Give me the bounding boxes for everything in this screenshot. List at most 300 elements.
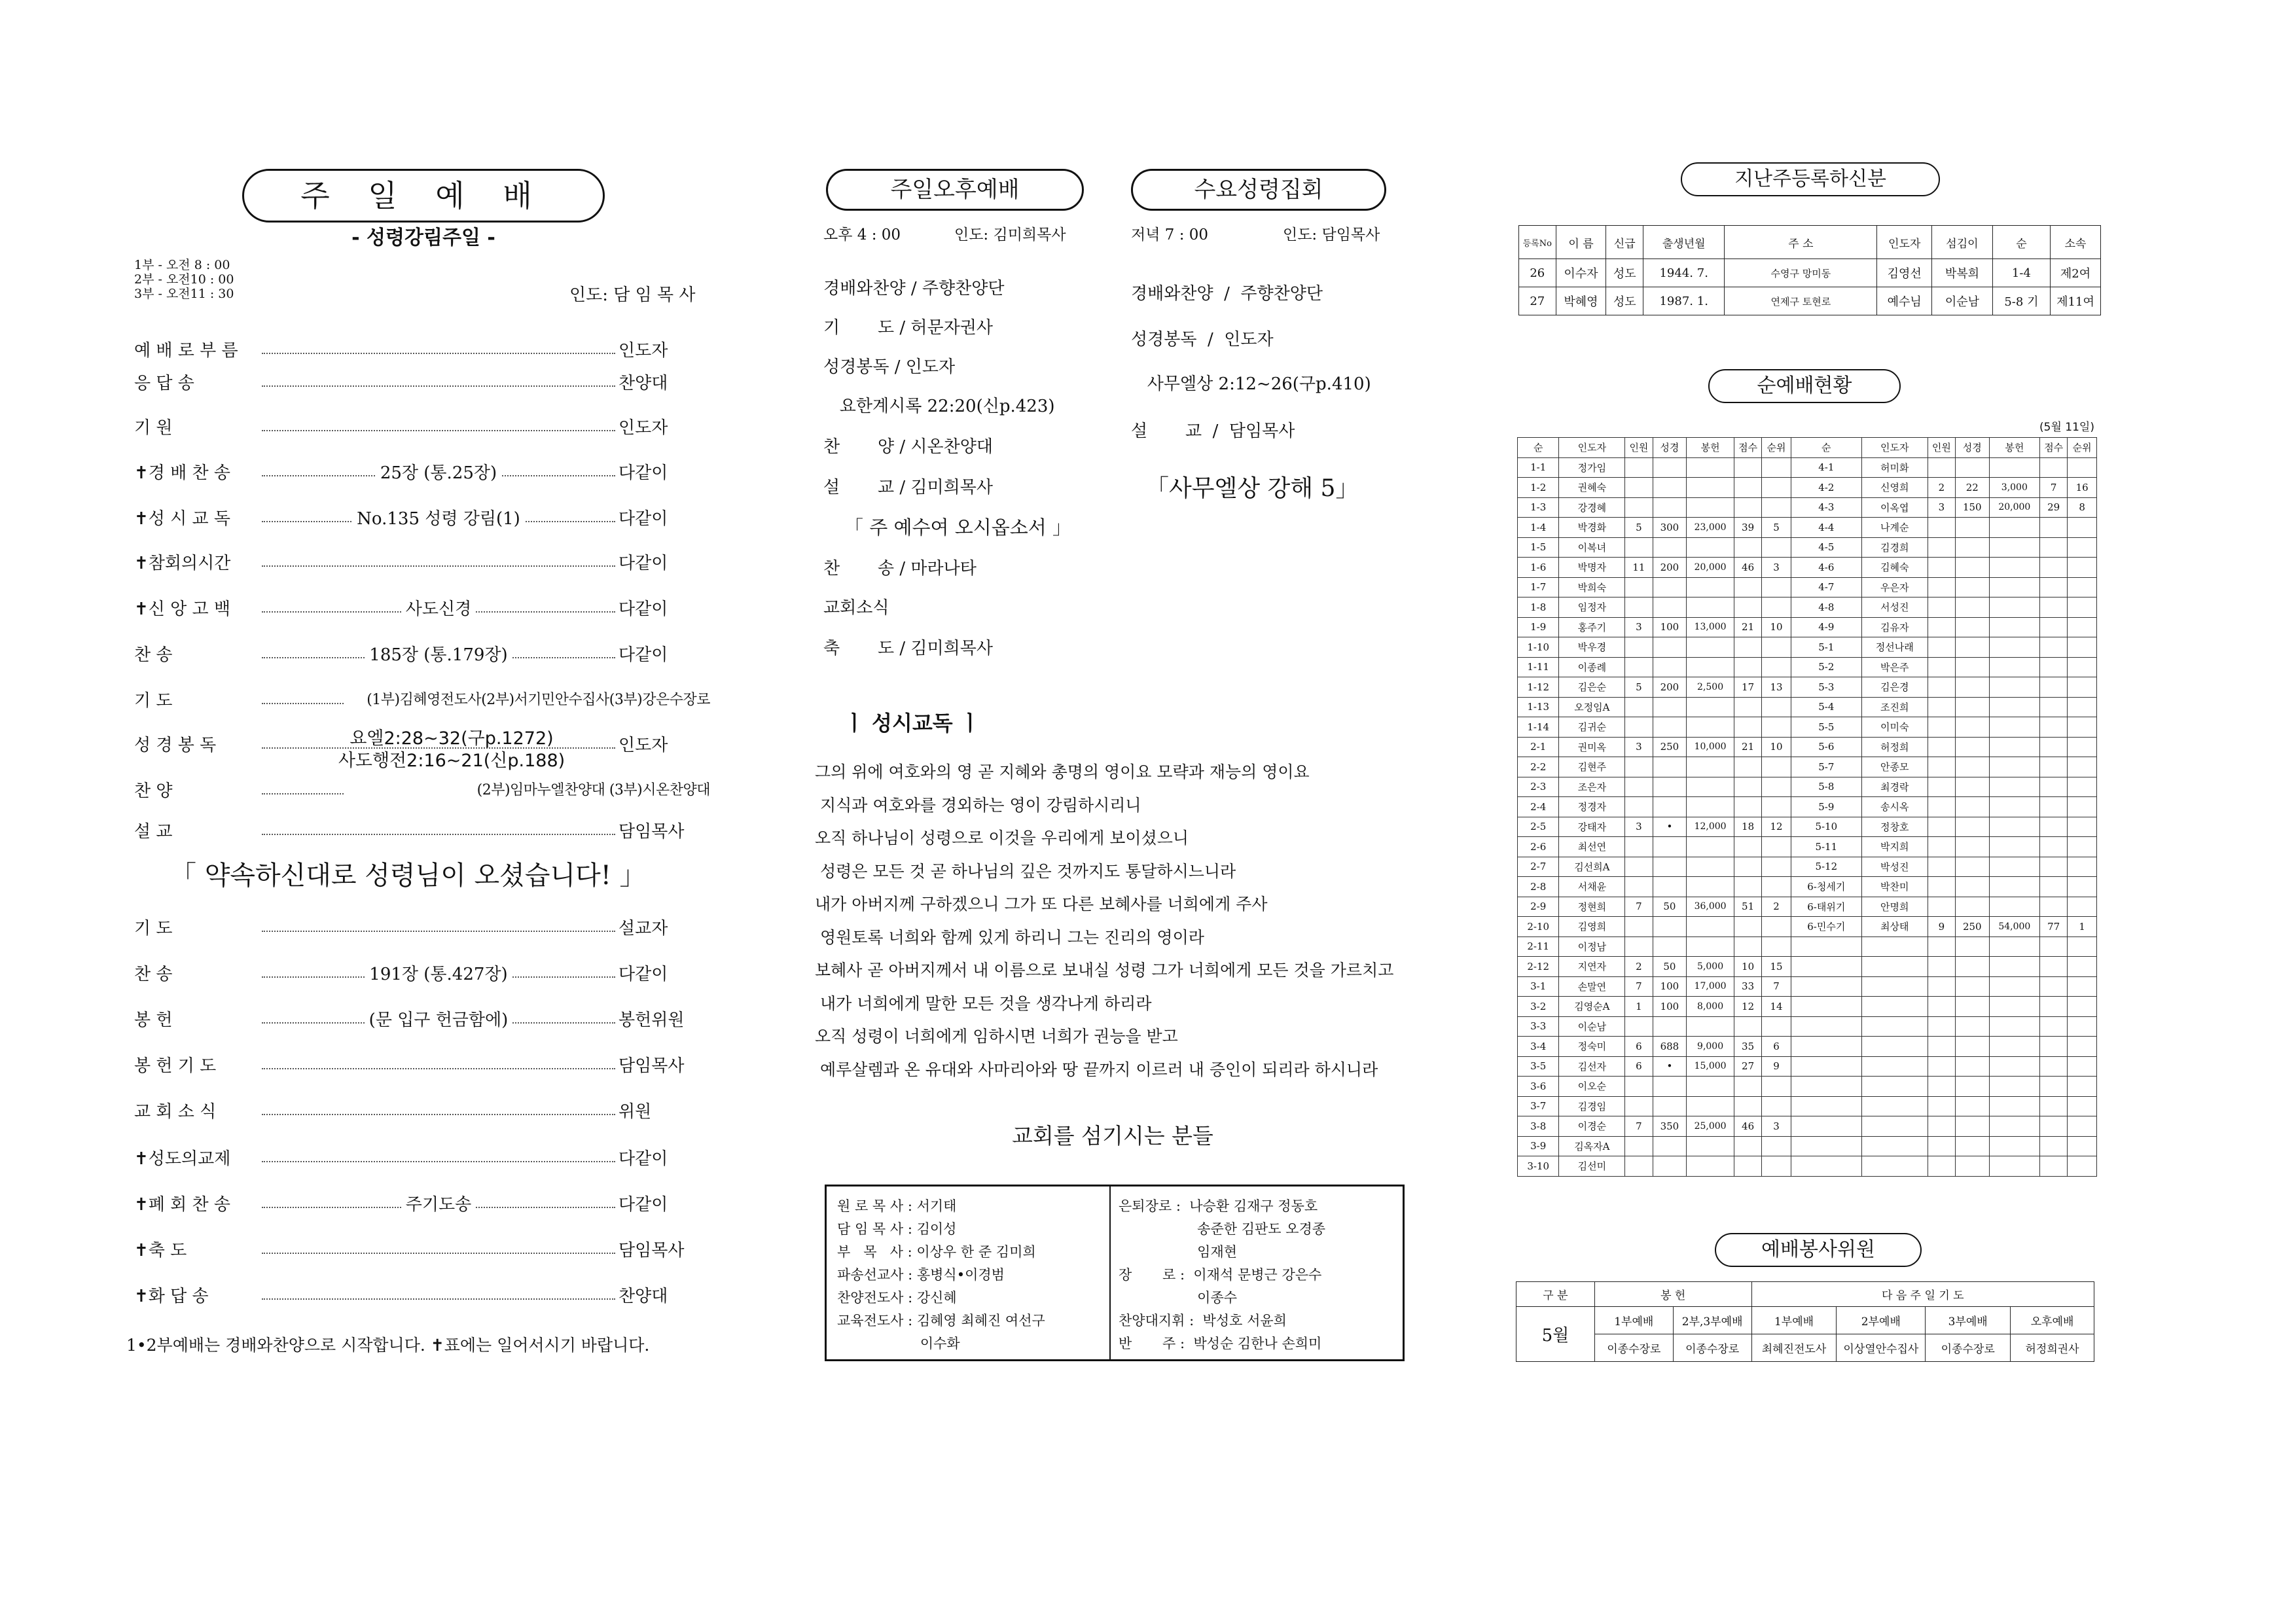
att-cell: [1625, 597, 1653, 618]
worship-item: [134, 818, 710, 847]
att-cell: [1653, 1077, 1687, 1097]
att-cell: 1-3: [1518, 497, 1559, 518]
table-row: [1518, 936, 2097, 957]
att-cell: [1928, 677, 1955, 698]
att-cell: [1989, 857, 2039, 877]
worship-item: [134, 1007, 710, 1035]
att-cell: [1791, 1016, 1861, 1037]
table-row: [1518, 1136, 2097, 1156]
item-detail: [262, 1191, 615, 1215]
att-cell: [2040, 1156, 2068, 1177]
att-cell: [1734, 1156, 1761, 1177]
att-cell: 3-9: [1518, 1136, 1559, 1156]
att-cell: 10: [1762, 737, 1791, 757]
att-cell: [1928, 997, 1955, 1017]
att-cell: 1-4: [1518, 518, 1559, 538]
att-cell: 이종례: [1559, 657, 1625, 677]
att-cell: •: [1653, 817, 1687, 837]
att-cell: 51: [1734, 897, 1761, 917]
att-header-cell: 점수: [2040, 438, 2068, 458]
att-cell: 2-7: [1518, 857, 1559, 877]
att-cell: 이미숙: [1861, 717, 1928, 738]
att-cell: [1989, 957, 2039, 977]
leader-dots: [262, 1253, 615, 1254]
att-cell: [2068, 637, 2097, 658]
reading-line: 영원토록 너희와 함께 있게 하리니 그는 진리의 영이라: [815, 927, 1204, 947]
att-cell: [1762, 936, 1791, 957]
att-cell: [2068, 857, 2097, 877]
att-cell: 임정자: [1559, 597, 1625, 618]
sub-header: 1부예배: [1594, 1307, 1673, 1334]
att-cell: [1734, 837, 1761, 857]
att-cell: [1734, 1077, 1761, 1097]
att-cell: 최상태: [1861, 917, 1928, 937]
att-cell: [1625, 917, 1653, 937]
att-cell: [1989, 877, 2039, 897]
servant-line: 파송선교사 : 홍병식•이경범: [837, 1267, 1005, 1283]
reading-line: 지식과 여호와를 경외하는 영이 강림하시리니: [815, 795, 1141, 815]
att-cell: 8: [2068, 497, 2097, 518]
att-cell: [1625, 1077, 1653, 1097]
reg-header-cell: 출생년월: [1643, 226, 1725, 259]
att-cell: [1955, 677, 1989, 698]
volunteer-name: 이종수장로: [1926, 1334, 2011, 1362]
att-cell: [1928, 537, 1955, 558]
att-cell: [1762, 1077, 1791, 1097]
servant-line: 찬양대지휘 : 박성호 서윤희: [1119, 1313, 1287, 1329]
att-cell: 4-7: [1791, 577, 1861, 597]
table-row: [1518, 877, 2097, 897]
servants-left: [827, 1186, 1111, 1359]
att-cell: 3: [1762, 1116, 1791, 1137]
att-cell: [1625, 797, 1653, 817]
table-row: [1518, 997, 2097, 1017]
att-cell: [1762, 1096, 1791, 1116]
table-row: [1518, 518, 2097, 538]
scripture-2: 사도행전2:16~21(신p.188): [338, 751, 565, 771]
att-cell: [1653, 637, 1687, 658]
att-cell: [2040, 757, 2068, 777]
att-cell: [2040, 797, 2068, 817]
item-label: ✝폐 회 찬 송: [134, 1195, 231, 1215]
att-cell: [2040, 837, 2068, 857]
att-cell: [2040, 1096, 2068, 1116]
att-cell: [2040, 1016, 2068, 1037]
afternoon-item: 기 도 / 허문자권사: [823, 318, 993, 338]
att-cell: [1928, 777, 1955, 797]
att-cell: 5-1: [1791, 637, 1861, 658]
att-cell: [1687, 457, 1734, 478]
att-cell: [2040, 897, 2068, 917]
table-row: [1518, 917, 2097, 937]
worship-item: [134, 414, 710, 443]
item-detail: [262, 596, 615, 620]
att-cell: 정숙미: [1559, 1037, 1625, 1057]
att-cell: [1955, 617, 1989, 637]
att-cell: [1687, 1077, 1734, 1097]
att-cell: [1734, 1096, 1761, 1116]
afternoon-item: 경배와찬양 / 주향찬양단: [823, 279, 1005, 298]
table-row: [1518, 1077, 2097, 1097]
att-cell: 2,500: [1687, 677, 1734, 698]
att-cell: 10: [1734, 957, 1761, 977]
att-cell: 박은주: [1861, 657, 1928, 677]
footnote: 1•2부예배는 경배와찬양으로 시작합니다. ✝표에는 일어서시기 바랍니다.: [126, 1336, 650, 1355]
worship-item: [134, 1098, 710, 1127]
att-cell: [1687, 857, 1734, 877]
att-cell: 2-3: [1518, 777, 1559, 797]
att-cell: [1653, 917, 1687, 937]
att-cell: [1687, 478, 1734, 498]
att-cell: 김경임: [1559, 1096, 1625, 1116]
att-cell: [1928, 457, 1955, 478]
sub-header: 2부,3부예배: [1673, 1307, 1751, 1334]
item-label: 교 회 소 식: [134, 1102, 217, 1122]
reg-cell: 27: [1519, 287, 1556, 315]
reg-cell: 1944. 7.: [1643, 259, 1725, 287]
att-cell: [1625, 717, 1653, 738]
att-cell: 2-2: [1518, 757, 1559, 777]
att-cell: 김혜숙: [1861, 558, 1928, 578]
att-cell: 1-11: [1518, 657, 1559, 677]
att-cell: 13,000: [1687, 617, 1734, 637]
att-cell: [1861, 997, 1928, 1017]
att-cell: [1687, 837, 1734, 857]
wednesday-item: 경배와찬양 / 주향찬양단: [1131, 284, 1323, 304]
servant-line: 임재현: [1119, 1244, 1238, 1260]
att-cell: 1-8: [1518, 597, 1559, 618]
worship-item: [134, 641, 710, 670]
att-cell: 김은경: [1861, 677, 1928, 698]
att-cell: 4-2: [1791, 478, 1861, 498]
att-cell: [1955, 957, 1989, 977]
att-cell: [2040, 777, 2068, 797]
att-cell: [1734, 936, 1761, 957]
att-cell: 3-4: [1518, 1037, 1559, 1057]
att-cell: [1687, 1156, 1734, 1177]
att-cell: 6: [1625, 1056, 1653, 1077]
att-cell: [1989, 897, 2039, 917]
att-cell: [1687, 697, 1734, 717]
worship-item: [134, 337, 710, 366]
att-cell: 9: [1762, 1056, 1791, 1077]
servant-line: 장 로 : 이재석 문병근 강은수: [1119, 1267, 1322, 1283]
att-cell: [2068, 757, 2097, 777]
att-cell: 강경혜: [1559, 497, 1625, 518]
afternoon-item: 성경봉독 / 인도자: [823, 357, 956, 377]
att-cell: [2040, 637, 2068, 658]
att-cell: [2068, 518, 2097, 538]
att-cell: 50: [1653, 897, 1687, 917]
att-cell: 14: [1762, 997, 1791, 1017]
att-cell: [1791, 1096, 1861, 1116]
att-cell: [1861, 1016, 1928, 1037]
table-row: [1518, 857, 2097, 877]
reg-header-cell: 인도자: [1877, 226, 1932, 259]
att-cell: [1861, 1096, 1928, 1116]
att-cell: [2068, 1077, 2097, 1097]
reg-cell: 박혜영: [1556, 287, 1606, 315]
sub-header: 1부예배: [1751, 1307, 1837, 1334]
worship-item: [134, 596, 710, 624]
att-cell: [1734, 597, 1761, 618]
att-cell: [1955, 897, 1989, 917]
sub-header: 2부예배: [1837, 1307, 1926, 1334]
att-cell: [1762, 697, 1791, 717]
reading-line: 예루살렘과 온 유대와 사마리아와 땅 끝까지 이르러 내 증인이 되리라 하시니라: [815, 1060, 1378, 1079]
att-cell: [1653, 717, 1687, 738]
att-cell: [2068, 1037, 2097, 1057]
att-cell: 5-9: [1791, 797, 1861, 817]
table-row: [1519, 287, 2101, 315]
att-cell: 77: [2040, 917, 2068, 937]
servant-line: 찬양전도사 : 강신혜: [837, 1290, 957, 1306]
att-cell: [2040, 1056, 2068, 1077]
reg-cell: 5-8 기: [1992, 287, 2050, 315]
att-cell: 5-4: [1791, 697, 1861, 717]
item-leader: 인도자: [619, 418, 668, 438]
att-cell: 정현희: [1559, 897, 1625, 917]
att-header-cell: 인도자: [1559, 438, 1625, 458]
att-cell: [1989, 617, 2039, 637]
att-cell: 허정희: [1861, 737, 1928, 757]
att-cell: 홍주기: [1559, 617, 1625, 637]
table-row: [1518, 577, 2097, 597]
att-cell: [1928, 957, 1955, 977]
att-cell: [2040, 518, 2068, 538]
month-cell: 5월: [1516, 1307, 1595, 1362]
att-cell: 18: [1734, 817, 1761, 837]
att-cell: [1989, 558, 2039, 578]
att-cell: [1762, 717, 1791, 738]
servants-title: 교회를 섬기시는 분들: [1012, 1123, 1213, 1149]
table-row: [1518, 537, 2097, 558]
att-cell: [2040, 877, 2068, 897]
att-cell: 3-3: [1518, 1016, 1559, 1037]
att-cell: 5: [1625, 677, 1653, 698]
att-cell: [1861, 976, 1928, 997]
reg-header-cell: 주 소: [1725, 226, 1877, 259]
att-cell: [1762, 457, 1791, 478]
reg-header-cell: 이 름: [1556, 226, 1606, 259]
att-cell: [1734, 917, 1761, 937]
worship-item: [134, 687, 710, 716]
att-cell: [1653, 537, 1687, 558]
att-cell: [1653, 478, 1687, 498]
att-cell: [1687, 717, 1734, 738]
att-cell: [2068, 657, 2097, 677]
att-cell: 지연자: [1559, 957, 1625, 977]
att-cell: 200: [1653, 677, 1687, 698]
wednesday-item: 설 교 / 담임목사: [1131, 421, 1295, 441]
offering-header: 봉 헌: [1594, 1282, 1751, 1307]
att-cell: [1928, 1156, 1955, 1177]
scripture-1: 요엘2:28~32(구p.1272): [350, 728, 554, 749]
att-cell: [1989, 976, 2039, 997]
att-cell: 안종모: [1861, 757, 1928, 777]
att-cell: 2: [1762, 897, 1791, 917]
att-cell: [1734, 478, 1761, 498]
att-cell: 6-청세기: [1791, 877, 1861, 897]
reg-cell: 제11여: [2051, 287, 2101, 315]
att-cell: 50: [1653, 957, 1687, 977]
att-cell: 3-2: [1518, 997, 1559, 1017]
prayer-header: 다 음 주 일 기 도: [1751, 1282, 2094, 1307]
item-leader: 찬양대: [619, 374, 668, 393]
att-cell: 21: [1734, 617, 1761, 637]
att-cell: 15,000: [1687, 1056, 1734, 1077]
att-cell: [1734, 717, 1761, 738]
att-cell: [1687, 577, 1734, 597]
att-cell: [2040, 1037, 2068, 1057]
att-cell: [1791, 1056, 1861, 1077]
att-cell: 12,000: [1687, 817, 1734, 837]
att-cell: [2068, 1096, 2097, 1116]
worship-item: [134, 961, 710, 990]
att-cell: 1-1: [1518, 457, 1559, 478]
time-3: 3부 - 오전11 : 30: [134, 287, 234, 301]
att-cell: 4-1: [1791, 457, 1861, 478]
att-cell: [1928, 697, 1955, 717]
att-cell: [2068, 897, 2097, 917]
att-cell: [1625, 577, 1653, 597]
item-detail-text: 185장 (통.179장): [365, 645, 511, 665]
att-cell: 5,000: [1687, 957, 1734, 977]
att-cell: [1989, 577, 2039, 597]
table-row: [1518, 777, 2097, 797]
att-cell: [2040, 617, 2068, 637]
reg-cell: 연제구 토현로: [1725, 287, 1877, 315]
time-2: 2부 - 오전10 : 00: [134, 272, 234, 287]
item-leader: 위원: [619, 1102, 652, 1122]
afternoon-item: 교회소식: [823, 598, 889, 618]
att-cell: [2040, 577, 2068, 597]
att-cell: [1861, 1077, 1928, 1097]
leader-dots: [262, 703, 344, 704]
att-cell: 박희숙: [1559, 577, 1625, 597]
att-cell: [1762, 597, 1791, 618]
item-detail-text: 주기도송: [402, 1195, 475, 1215]
att-cell: [1791, 1037, 1861, 1057]
att-cell: [1955, 1056, 1989, 1077]
attendance-title: 순예배현황: [1708, 369, 1901, 403]
reg-cell: 이수자: [1556, 259, 1606, 287]
att-cell: 정경자: [1559, 797, 1625, 817]
att-cell: [1955, 997, 1989, 1017]
att-cell: [1955, 757, 1989, 777]
att-cell: [1791, 957, 1861, 977]
att-cell: 박명자: [1559, 558, 1625, 578]
att-cell: 3-10: [1518, 1156, 1559, 1177]
att-cell: [1955, 558, 1989, 578]
att-cell: 15: [1762, 957, 1791, 977]
att-cell: [1762, 757, 1791, 777]
att-cell: [1687, 657, 1734, 677]
att-cell: 3-6: [1518, 1077, 1559, 1097]
att-cell: [1928, 936, 1955, 957]
att-cell: 1: [1625, 997, 1653, 1017]
servant-line: 원 로 목 사 : 서기태: [837, 1198, 957, 1214]
att-cell: 허미화: [1861, 457, 1928, 478]
att-cell: 6: [1625, 1037, 1653, 1057]
att-cell: [1989, 677, 2039, 698]
att-cell: [1955, 518, 1989, 538]
leader-dots: [262, 1114, 615, 1115]
att-cell: 2-12: [1518, 957, 1559, 977]
att-cell: [1928, 558, 1955, 578]
reg-cell: 1987. 1.: [1643, 287, 1725, 315]
att-cell: [1762, 1016, 1791, 1037]
att-cell: [1955, 537, 1989, 558]
att-cell: [1762, 657, 1791, 677]
att-cell: 박찬미: [1861, 877, 1928, 897]
att-cell: 10,000: [1687, 737, 1734, 757]
reg-header-cell: 소속: [2051, 226, 2101, 259]
att-cell: [1989, 757, 2039, 777]
att-cell: [1955, 1116, 1989, 1137]
sermon-title: 「 약속하신대로 성령님이 오셨습니다! 」: [170, 861, 646, 891]
att-cell: [1989, 997, 2039, 1017]
att-cell: 박성진: [1861, 857, 1928, 877]
table-row: [1518, 1016, 2097, 1037]
att-cell: [1791, 997, 1861, 1017]
item-leader: 다같이: [619, 554, 668, 573]
att-cell: [2068, 697, 2097, 717]
volunteer-name: 이상열안수집사: [1837, 1334, 1926, 1362]
att-cell: [1625, 457, 1653, 478]
att-header-cell: 인원: [1625, 438, 1653, 458]
item-leader: 다같이: [619, 1149, 668, 1169]
registration-title: 지난주등록하신분: [1681, 162, 1940, 196]
table-row: [1518, 737, 2097, 757]
table-row: [1518, 597, 2097, 618]
reading-line: 오직 하나님이 성령으로 이것을 우리에게 보이셨으니: [815, 829, 1189, 847]
table-row: [1518, 677, 2097, 698]
reg-cell: 이순남: [1932, 287, 1993, 315]
att-cell: [1734, 577, 1761, 597]
att-cell: [1989, 797, 2039, 817]
sunday-subtitle: - 성령강림주일 -: [351, 226, 495, 249]
servant-line: 송준한 김판도 오경종: [1119, 1221, 1326, 1237]
att-cell: [2068, 457, 2097, 478]
att-cell: [2068, 537, 2097, 558]
att-cell: [1687, 877, 1734, 897]
att-cell: [2040, 957, 2068, 977]
att-cell: [2068, 617, 2097, 637]
att-cell: 최선연: [1559, 837, 1625, 857]
att-cell: 100: [1653, 617, 1687, 637]
att-cell: 김현주: [1559, 757, 1625, 777]
service-team-table: [1516, 1281, 2094, 1362]
volunteer-name: 허정희권사: [2011, 1334, 2094, 1362]
reg-cell: 예수님: [1877, 287, 1932, 315]
att-cell: 10: [1762, 617, 1791, 637]
worship-item: [134, 1191, 710, 1220]
table-row: [1518, 1116, 2097, 1137]
worship-item: [134, 550, 710, 579]
att-header-cell: 순: [1791, 438, 1861, 458]
att-cell: [2068, 1136, 2097, 1156]
att-cell: [1928, 1096, 1955, 1116]
item-detail: [262, 961, 615, 985]
item-detail-text: (문 입구 헌금함에): [365, 1010, 512, 1030]
att-cell: [1625, 757, 1653, 777]
att-cell: [1955, 936, 1989, 957]
item-leader: 찬양대: [619, 1287, 668, 1306]
att-cell: 5-11: [1791, 837, 1861, 857]
att-cell: [1762, 637, 1791, 658]
att-cell: 박우경: [1559, 637, 1625, 658]
